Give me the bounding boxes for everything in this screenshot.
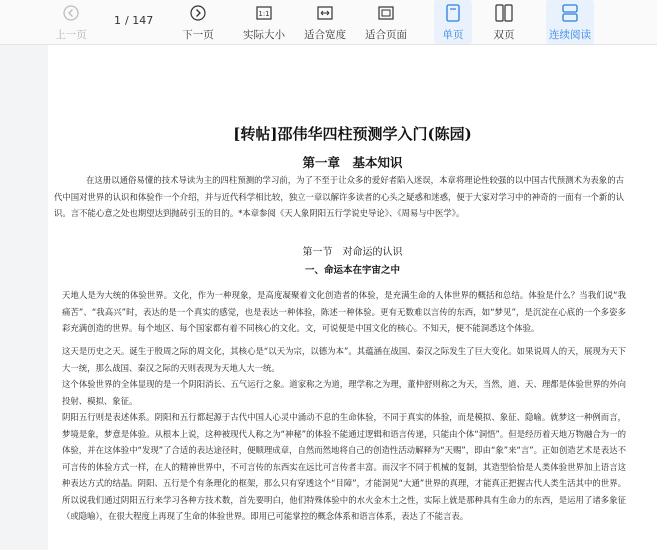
single-page-label: 单页: [442, 29, 464, 41]
continuous-reading-button[interactable]: [546, 0, 594, 44]
page-indicator: [101, 11, 161, 29]
subsection-heading: 一、命运本在宇宙之中: [304, 265, 400, 276]
prev-page-button[interactable]: [52, 0, 90, 44]
single-page-button[interactable]: [434, 0, 472, 44]
actual-size-button[interactable]: [239, 0, 289, 44]
document-page: [48, 45, 657, 550]
body-paragraph: 这个体验世界的全体显现的是一个阴阳消长、五气运行之象。道家称之为道，理学称之为理，董仲舒则称之为天，当然，道、天、理都是体验世界的外向投射、模拟、象征。: [62, 379, 626, 406]
body-paragraph: 阴阳五行则是表述体系。阴阳和五行都起源于古代中国人心灵中涌动不息的生命体验，不同于真实的体验，而是模拟、象征、隐喻。就梦这一种例而言，梦境是象，梦意是体验。从根本上说，这种被现代人称之为“神秘”的体验不能通过逻辑和语言传递，只能由个体“洞悟”。但是经历着天地万物融合为一的体验，并在这体验中“发现”了合适的表达途径时，便顺理成章，自然而然地将自己的创造性活动解释为“天赐”，即由“象”来“言”。正如创造艺术是表达不可言传的体验方式一样，在人的精神世界中，不可言传的东西实在远比可言传者丰富。而汉字不同于机械的复制，其造型恰恰是人类体验世界加上语言这种表达方式的结晶。阴阳、五行是个有条理化的框架，那么只有穿透这个“目障”，才能洞见“大通”世界的真理，才能真正把握古代人类生活其中的世界。所以说我们通过阴阳五行来学习各种方技术数，首先要明白，他们特殊体验中的水火金木土之性，实际上就是那种具有生命力的东西，是运用了诸多象征（或隐喻），在很大程度上再现了生命的体验世界。即用已可能掌控的概念体系和语言体系，表达了不能言表。: [62, 412, 626, 521]
svg-text:1:1: 1:1: [258, 10, 270, 18]
reader-toolbar: [0, 0, 657, 45]
fit-page-icon: [376, 3, 396, 23]
section-heading: 第一节 对命运的认识: [302, 247, 403, 258]
body-paragraph: 这天是历史之天。诞生于殷周之际的周文化，其核心是“以天为宗，以德为本”。其蕴涵在战国、秦汉之际发生了巨大变化。如果说周人的天，展现为天下大一统，那么战国、秦汉之际的天则表现为天地人大一统。: [62, 346, 626, 373]
actual-size-icon: [254, 3, 274, 23]
chevron-right-icon: [188, 3, 208, 23]
double-page-icon: [494, 3, 514, 23]
document-title: [转帖]邵伟华四柱预测学入门(陈园): [233, 125, 472, 143]
continuous-reading-icon: [560, 3, 580, 23]
fit-width-icon: [315, 3, 335, 23]
next-page-button[interactable]: [178, 0, 218, 44]
intro-paragraph: 在这册以通俗易懂的技术导读为主的四柱预测的学习前，为了不至于让众多的爱好者陷入迷误，本章将理论性较强的以中国古代预测术为表象的古代中国对世界的认识和体验作一个介绍，并与近代科学相比较，独立一章以解许多读者的心头之疑惑和迷惑，便于大家对学习中的神奇的一面有一个新的认识。言不能心意之处也期望达到抛砖引玉的目的。*本章参阅《天人象阴阳五行学说史导论》、《周易与中医学》。: [54, 175, 624, 218]
chapter-heading: 第一章 基本知识: [302, 155, 403, 170]
fit-page-label: 适合页面: [365, 29, 407, 41]
single-page-icon: [443, 3, 463, 23]
actual-size-label: 实际大小: [243, 29, 285, 41]
fit-width-button[interactable]: [300, 0, 350, 44]
body-paragraph: 天地人是为大统的体验世界。文化，作为一种现象，是高度凝聚着文化创造者的体验，是充满生命的人体世界的概括和总结。体验是什么？当我们说“我痛苦”、“我高兴”时，表达的是一个真实的感觉，也是表达一种体验，陈述一种体验。更有无数难以言传的东西，如“梦见”，是沉淀在心底的一个多姿多彩充满创造的世界。每个地区、每个国家都有着不同核心的文化。文，可说便是中国文化的核心。不知天，便不能洞悉这个体验。: [62, 290, 626, 333]
fit-page-button[interactable]: [361, 0, 411, 44]
continuous-reading-label: 连续阅读: [549, 29, 591, 41]
next-page-label: 下一页: [182, 29, 214, 41]
prev-page-label: 上一页: [55, 29, 87, 41]
chevron-left-icon: [61, 3, 81, 23]
double-page-label: 双页: [493, 29, 515, 41]
page-total: / 147: [125, 13, 154, 27]
double-page-button[interactable]: [485, 0, 523, 44]
page-number-input[interactable]: [101, 12, 121, 28]
fit-width-label: 适合宽度: [304, 29, 346, 41]
